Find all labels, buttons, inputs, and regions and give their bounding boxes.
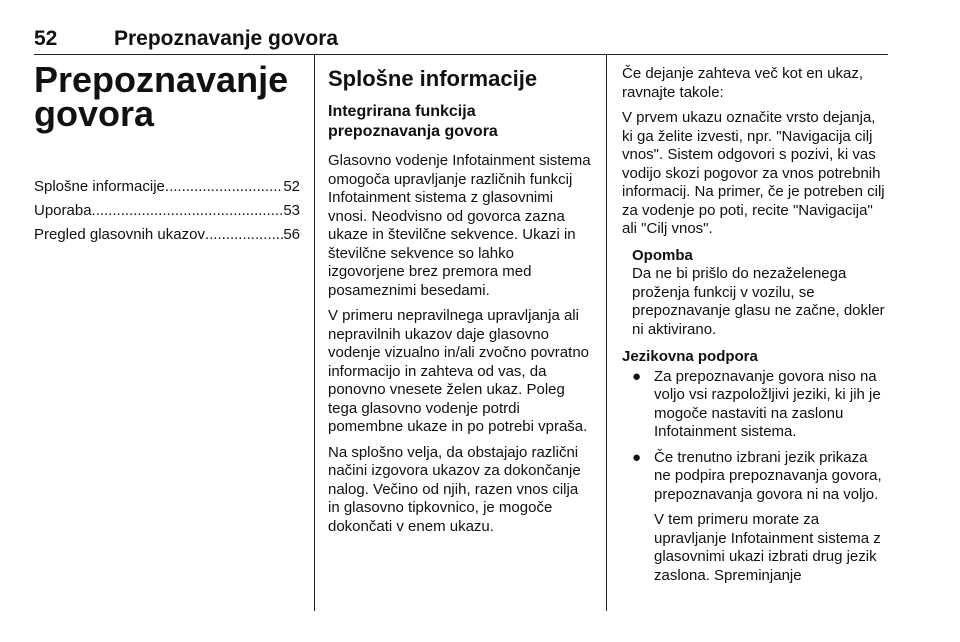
toc-entry-general-info[interactable] (34, 175, 300, 199)
toc-page: 53 (283, 202, 300, 219)
chapter-title-line1: Prepoznavanje (34, 59, 289, 100)
bullet-continuation: V tem primeru morate za upravljanje Infotainment sistema z glasovnimi ukazi izbrati drug jezik zaslona. Spreminjanje (654, 511, 881, 584)
bullet-item (622, 449, 888, 505)
section-title: Splošne informacije (328, 66, 538, 91)
note-box (632, 247, 888, 340)
column-divider-2 (606, 55, 607, 611)
page-header (34, 26, 888, 52)
toc-page: 56 (283, 226, 300, 243)
toc-label: Pregled glasovnih ukazov (34, 226, 205, 243)
toc-label: Uporaba (34, 202, 92, 219)
toc-leader (165, 175, 283, 199)
subsection-title-line1: Integrirana funkcija (328, 103, 476, 120)
chapter-title-line2: govora (34, 93, 155, 134)
note-text: Da ne bi prišlo do nezaželenega proženja funkcij v vozilu, se prepoznavanje glasu ne začne, dokler ni aktivirano. (632, 265, 885, 338)
column-divider-1 (314, 55, 315, 611)
table-of-contents (34, 175, 300, 247)
toc-entry-usage[interactable] (34, 199, 300, 223)
paragraph: Glasovno vodenje Infotainment sistema omogoča upravljanje različnih funkcij Infotainment sistema z glasovnimi vnosi. Neodvisno od govorca zazna ukaze in številčne sekvence. Ukazi in številčne sekvence so lahko izgovorjene brez premora med posameznimi besedami. (328, 152, 591, 299)
bullet-dot-icon: ● (632, 367, 642, 385)
paragraph: Na splošno velja, da obstajajo različni načini izgovora ukazov za dokončanje nalog. Večino od njih, razen vnos cilja in glasovno tipkovnico, je mogoče dokončati v enem ukazu. (328, 443, 581, 535)
toc-leader (205, 223, 283, 247)
paragraph: Če dejanje zahteva več kot en ukaz, ravnajte takole: (622, 65, 863, 101)
chapter-title (34, 59, 300, 134)
column-continued (622, 55, 888, 585)
toc-leader (92, 199, 284, 223)
toc-label: Splošne informacije (34, 178, 165, 195)
column-chapter (34, 55, 300, 247)
toc-entry-voice-commands[interactable] (34, 223, 300, 247)
language-support-title: Jezikovna podpora (622, 348, 758, 365)
paragraph: V primeru nepravilnega upravljanja ali nepravilnih ukazov daje glasovno vodenje vizualno in/ali zvočno povratno informacijo in zahteva od vas, da ponovno vnesete želen ukaz. Poleg tega glasovno vodenje potrdi pomembne ukaze in po potrebi vpraša. (328, 307, 589, 435)
bullet-dot-icon: ● (632, 448, 642, 466)
running-title: Prepoznavanje govora (114, 27, 339, 50)
bullet-text: Za prepoznavanje govora niso na voljo vsi razpoložljivi jeziki, ki jih je mogoče nastaviti na zaslonu Infotainment sistema. (654, 367, 881, 440)
paragraph: V prvem ukazu označite vrsto dejanja, ki ga želite izvesti, npr. "Navigacija cilj vnos". Sistem odgovori s pozivi, ki vas vodijo skozi pogovor za vnos potrebnih informacij. Na primer, če je potreben cilj za vodenje po poti, recite "Navigacija" ali "Cilj vnos". (622, 109, 885, 237)
column-general-info (328, 55, 592, 543)
page-number: 52 (34, 27, 58, 50)
bullet-text: Če trenutno izbrani jezik prikaza ne podpira prepoznavanja govora, prepoznavanja govora ni na voljo. (654, 448, 882, 503)
toc-page: 52 (283, 178, 300, 195)
note-title: Opomba (632, 246, 693, 264)
subsection-title (328, 102, 592, 142)
subsection-title-line2: prepoznavanja govora (328, 123, 498, 140)
bullet-item (622, 368, 888, 442)
